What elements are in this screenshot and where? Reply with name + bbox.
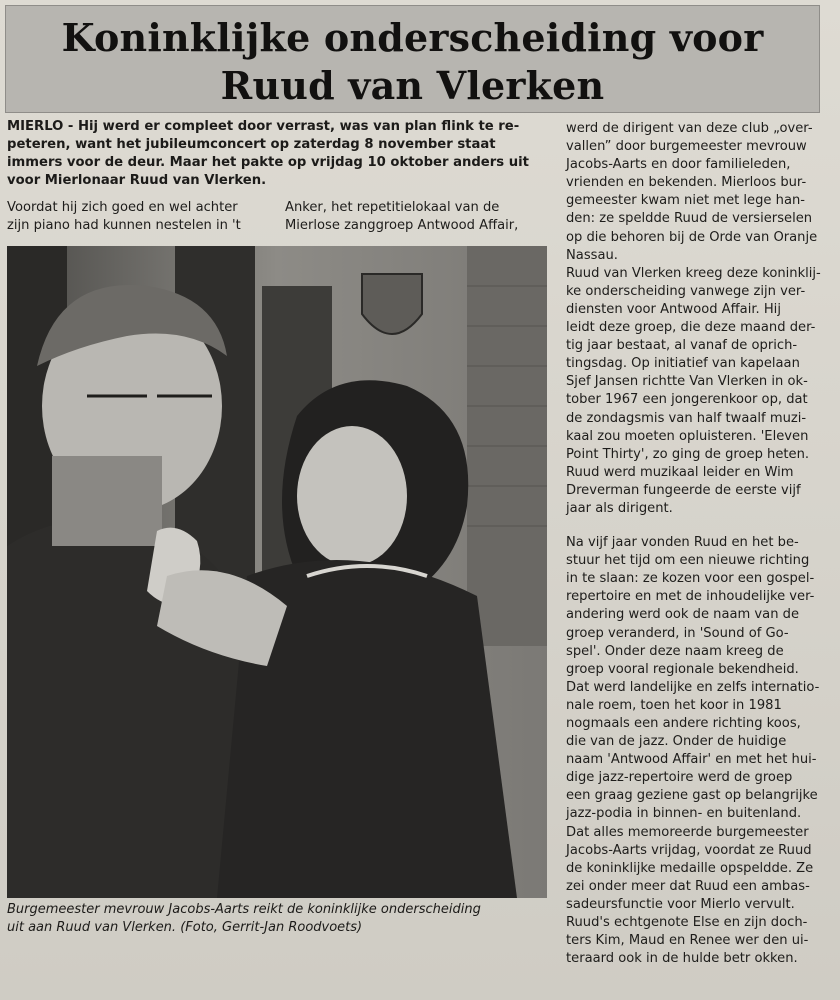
- body-line: groep veranderd, in 'Sound of Go-: [566, 625, 789, 641]
- body-line: Ruud werd muzikaal leider en Wim: [566, 464, 794, 480]
- body-line: Mierlose zanggroep Antwood Affair,: [285, 218, 519, 234]
- body-line: gemeester kwam niet met lege han-: [566, 193, 805, 209]
- coat-of-arms-icon: [362, 274, 422, 334]
- column-2: [285, 199, 555, 235]
- body-line: Nassau.: [566, 247, 618, 263]
- caption-line: uit aan Ruud van Vlerken. (Foto, Gerrit-Jan Roodvoets): [7, 920, 363, 935]
- body-line: dige jazz-repertoire werd de groep: [566, 770, 793, 786]
- body-line: tingsdag. Op initiatief van kapelaan: [566, 356, 800, 372]
- body-line: Ruud van Vlerken kreeg deze koninklij-: [566, 265, 821, 281]
- body-line: spel'. Onder deze naam kreeg de: [566, 643, 784, 659]
- column-3: [566, 120, 828, 968]
- body-line: in te slaan: ze kozen voor een gospel-: [566, 571, 815, 587]
- body-line: Jacobs-Aarts vrijdag, voordat ze Ruud: [566, 842, 812, 858]
- lead-line: peteren, want het jubileumconcert op zaterdag 8 november staat: [7, 137, 496, 152]
- body-line: ke onderscheiding vanwege zijn ver-: [566, 283, 806, 299]
- headline-line-1: Koninklijke onderscheiding voor: [61, 15, 764, 60]
- body-line: Na vijf jaar vonden Ruud en het be-: [566, 535, 799, 551]
- body-line: nogmaals een andere richting koos,: [566, 716, 801, 731]
- body-line: vallen” door burgemeester mevrouw: [566, 139, 807, 155]
- body-line: repertoire en met de inhoudelijke ver-: [566, 589, 815, 605]
- body-line: Dat werd landelijke en zelfs internatio-: [566, 679, 820, 695]
- body-line: een graag geziene gast op belangrijke: [566, 788, 818, 804]
- body-line: Sjef Jansen richtte Van Vlerken in ok-: [566, 374, 808, 390]
- body-line: zei onder meer dat Ruud een ambas-: [566, 878, 810, 894]
- body-line: kaal zou moeten opluisteren. 'Eleven: [566, 428, 809, 444]
- body-line: werd de dirigent van deze club „over-: [566, 121, 813, 136]
- photo-illustration: [7, 246, 547, 898]
- headline-line-2: Ruud van Vlerken: [220, 63, 605, 108]
- body-line: tig jaar bestaat, al vanaf de oprich-: [566, 338, 798, 354]
- headline-banner: [5, 5, 820, 113]
- body-line: jaar als dirigent.: [566, 500, 673, 516]
- body-line: tober 1967 een jongerenkoor op, dat: [566, 392, 808, 408]
- body-line: groep vooral regionale bekendheid.: [566, 661, 799, 677]
- photo-caption: [7, 901, 552, 937]
- body-line: zijn piano had kunnen nestelen in 't: [7, 218, 241, 234]
- body-line: leidt deze groep, die deze maand der-: [566, 320, 816, 336]
- body-line: Dat alles memoreerde burgemeester: [566, 824, 809, 840]
- body-line: die van de jazz. Onder de huidige: [566, 734, 787, 750]
- body-line: Jacobs-Aarts en door familieleden,: [566, 157, 791, 173]
- body-line: Anker, het repetitielokaal van de: [285, 200, 500, 215]
- body-line: Point Thirty', zo ging de groep heten.: [566, 446, 810, 462]
- body-line: Ruud's echtgenote Else en zijn doch-: [566, 915, 808, 931]
- body-line: de zondagsmis van half twaalf muzi-: [566, 410, 807, 426]
- news-photo: [7, 246, 547, 898]
- body-line: diensten voor Antwood Affair. Hij: [566, 301, 781, 317]
- body-line: de koninklijke medaille opspeldde. Ze: [566, 860, 814, 876]
- lead-line: MIERLO - Hij werd er compleet door verrast, was van plan flink te re-: [7, 119, 520, 134]
- lead-paragraph: [7, 118, 557, 190]
- body-line: vrienden en bekenden. Mierloos bur-: [566, 175, 807, 191]
- column-1: [7, 199, 277, 235]
- body-line: den: ze speldde Ruud de versierselen: [566, 211, 813, 227]
- body-line: Dreverman fungeerde de eerste vijf: [566, 482, 801, 498]
- lead-line: immers voor de deur. Maar het pakte op vrijdag 10 oktober anders uit: [7, 155, 529, 170]
- body-line: teraard ook in de hulde betr okken.: [566, 951, 798, 967]
- caption-line: Burgemeester mevrouw Jacobs-Aarts reikt de koninklijke onderscheiding: [7, 902, 481, 917]
- body-line: naam 'Antwood Affair' en met het hui-: [566, 752, 817, 768]
- lead-line: voor Mierlonaar Ruud van Vlerken.: [7, 173, 267, 188]
- body-line: ters Kim, Maud en Renee wer den ui-: [566, 933, 809, 949]
- body-line: stuur het tijd om een nieuwe richting: [566, 553, 810, 569]
- body-line: andering werd ook de naam van de: [566, 607, 800, 623]
- body-line: nale roem, toen het koor in 1981: [566, 697, 782, 713]
- body-line: op die behoren bij de Orde van Oranje: [566, 229, 818, 245]
- body-line: Voordat hij zich goed en wel achter: [7, 200, 238, 215]
- body-line: jazz-podia in binnen- en buitenland.: [566, 806, 802, 822]
- body-line: sadeursfunctie voor Mierlo vervult.: [566, 896, 795, 912]
